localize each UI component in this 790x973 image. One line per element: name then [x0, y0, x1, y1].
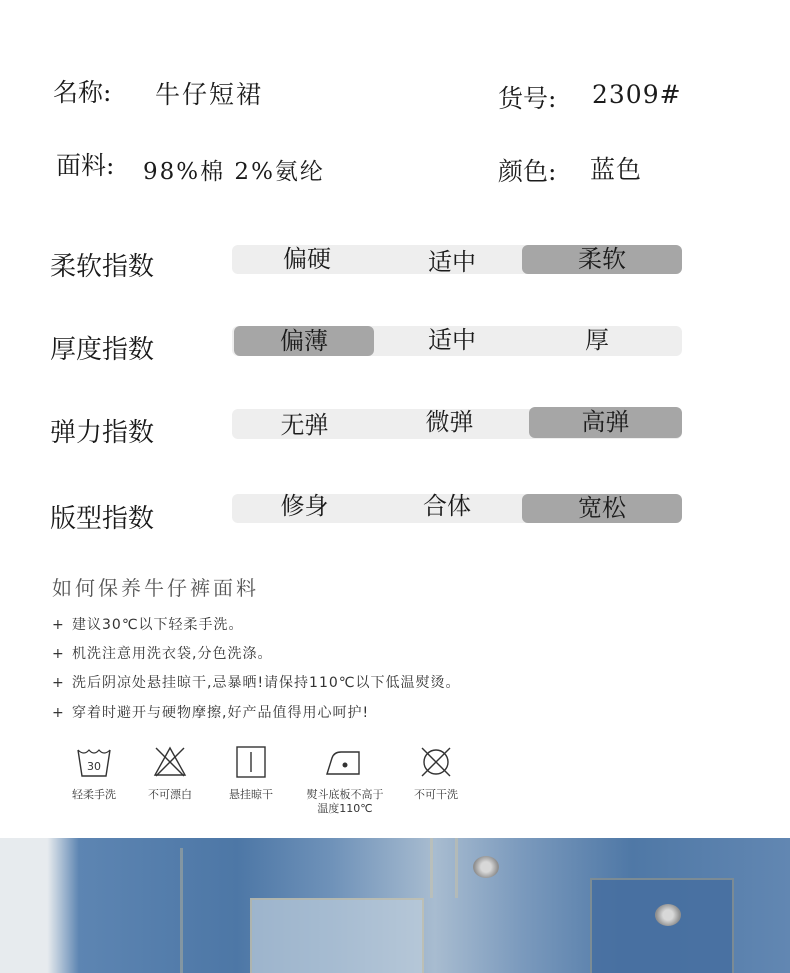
care-line: + 机洗注意用洗衣袋,分色洗涤。 [52, 646, 273, 662]
care-caption: 悬挂晾干 [229, 788, 273, 801]
sku-label: 货号: [498, 84, 557, 113]
softness-option-medium: 适中 [428, 248, 476, 276]
thickness-label: 厚度指数 [50, 335, 155, 365]
svg-text:30: 30 [87, 760, 101, 773]
fabric-value: 98%棉 2%氨纶 [143, 159, 325, 185]
care-line: + 穿着时避开与硬物摩擦,好产品值得用心呵护! [52, 705, 370, 721]
thickness-option-thin: 偏薄 [234, 326, 374, 356]
color-label: 颜色: [498, 157, 557, 186]
fit-option-regular: 合体 [423, 492, 471, 520]
hang-dry-icon [233, 744, 269, 780]
care-title: 如何保养牛仔裤面料 [52, 576, 259, 600]
care-caption: 轻柔手洗 [72, 788, 116, 801]
product-photo [0, 838, 790, 973]
softness-option-stiff: 偏硬 [283, 245, 331, 273]
softness-label: 柔软指数 [50, 252, 155, 282]
softness-option-soft: 柔软 [522, 245, 682, 274]
no-dry-clean-icon [418, 744, 454, 780]
softness-scale [232, 245, 682, 274]
elasticity-scale [232, 409, 682, 439]
no-bleach-icon [152, 744, 188, 780]
name-value: 牛仔短裙 [155, 80, 264, 109]
care-line: + 建议30℃以下轻柔手洗。 [52, 617, 244, 633]
name-label: 名称: [53, 78, 112, 107]
fit-scale [232, 494, 682, 523]
fit-option-loose: 宽松 [522, 494, 682, 523]
elasticity-option-slight: 微弹 [425, 408, 474, 436]
thickness-option-thick: 厚 [585, 326, 609, 354]
color-value: 蓝色 [590, 155, 643, 184]
fit-option-slim: 修身 [280, 492, 329, 520]
fabric-label: 面料: [56, 151, 115, 180]
elasticity-option-high: 高弹 [529, 407, 682, 438]
care-caption: 不可干洗 [414, 788, 458, 801]
fit-label: 版型指数 [50, 504, 155, 534]
care-caption: 熨斗底板不高于 温度110℃ [306, 788, 384, 815]
hand-wash-30-icon [76, 744, 112, 780]
thickness-scale [232, 326, 682, 356]
care-line: + 洗后阴凉处悬挂晾干,忌暴晒!请保持110℃以下低温熨烫。 [52, 675, 461, 691]
sku-value: 2309# [592, 80, 682, 109]
elasticity-label: 弹力指数 [50, 418, 155, 448]
elasticity-option-none: 无弹 [280, 411, 329, 439]
iron-low-icon [325, 744, 361, 780]
care-caption: 不可漂白 [148, 788, 192, 801]
thickness-option-medium: 适中 [428, 326, 476, 354]
